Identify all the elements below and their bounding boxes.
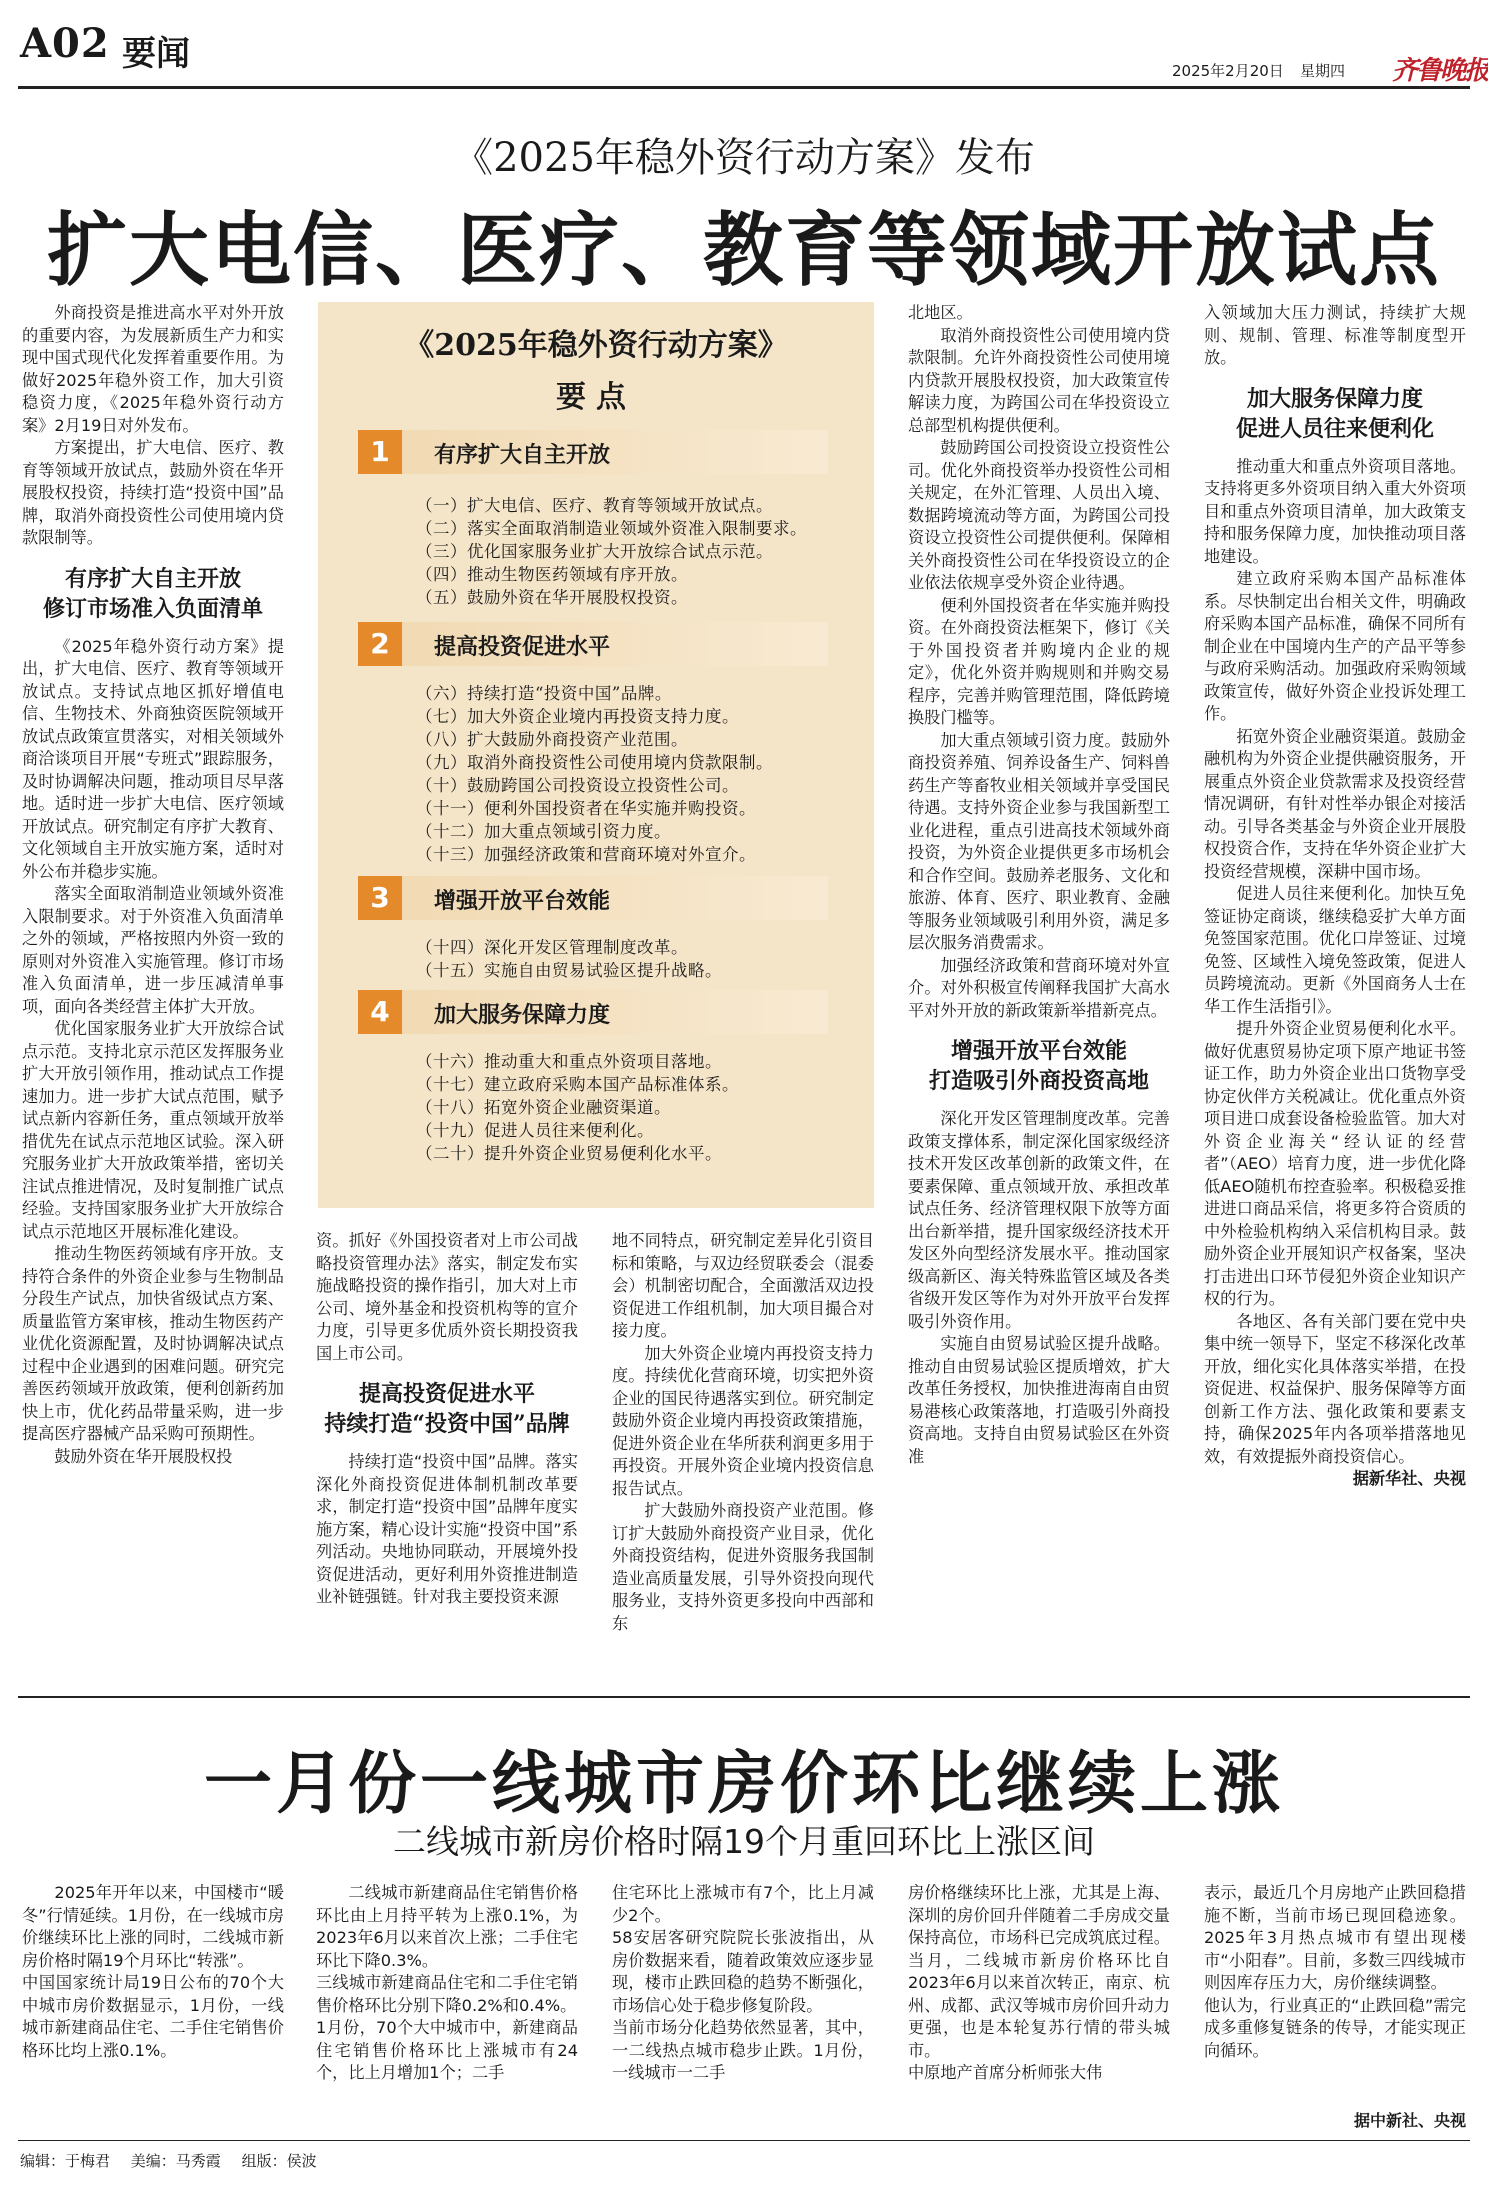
paragraph: 《2025年稳外资行动方案》提出，扩大电信、医疗、教育等领域开放试点。支持试点地区抓好增值电信、生物技术、外商独资医院领域开放试点政策宣贯落实，对相关领域外商洽谈项目开展“专班式”跟踪服务，及时协调解决问题，推动项目尽早落地。适时进一步扩大电信、医疗领域开放试点。研究制定有序扩大教育、文化领域自主开放实施方案，适时对外公布并稳步实施。	[22, 636, 284, 881]
key-point-item: （十四）深化开发区管理制度改革。	[416, 938, 688, 957]
section-label: 有序扩大自主开放	[434, 442, 611, 468]
key-point-item: （九）取消外商投资性公司使用境内贷款限制。	[416, 753, 773, 772]
key-point-item: （五）鼓励外资在华开展股权投资。	[416, 588, 688, 607]
paragraph: 建立政府采购本国产品标准体系。尽快制定出台相关文件，明确政府采购本国产品标准，确保不同所有制企业在中国境内生产的产品平等参与政府采购活动。加强政府采购领域政策宣传，做好外资企业投诉处理工作。	[1204, 569, 1466, 723]
paragraph: 方案提出，扩大电信、医疗、教育等领域开放试点，鼓励外资在华开展股权投资，持续打造“投资中国”品牌，取消外商投资性公司使用境内贷款限制等。	[22, 438, 284, 547]
key-points-section-4	[358, 990, 828, 1034]
key-points-subtitle: 要点	[556, 380, 636, 415]
paragraph: 促进人员往来便利化。加快互免签证协定商谈，继续稳妥扩大单方面免签国家范围。优化口岸签证、过境免签、区域性入境免签政策，促进人员跨境流动。更新《外国商务人士在华工作生活指引》。	[1204, 884, 1466, 1016]
section-name: 要闻	[122, 34, 190, 74]
paragraph: 推动生物医药领域有序开放。支持符合条件的外资企业参与生物制品分段生产试点，加快省级试点方案、质量监管方案审核，推动生物医药产业优化资源配置，及时协调解决试点过程中企业遇到的困难问题。研究完善医药领域开放政策，便利创新药加快上市，优化药品带量采购，进一步提高医疗器械产品采购可预期性。	[22, 1244, 284, 1443]
article2-column-3: 住宅环比上涨城市有7个，比上月减少2个。 58安居客研究院院长张波指出，从房价数据来看，随着政策效应逐步显现，楼市止跌回稳的趋势不断强化，市场信心处于稳步修复阶段。 当前市场分化趋势依然显著，其中，一二线热点城市稳步止跌。1月份，一线城市一二手	[612, 1883, 874, 2082]
source-credit: 据新华社、央视	[1352, 1469, 1466, 1488]
paragraph: 实施自由贸易试验区提升战略。推动自由贸易试验区提质增效，扩大改革任务授权，加快推进海南自由贸易港核心政策落地，打造吸引外商投资高地。支持自由贸易试验区在外资准	[908, 1334, 1170, 1466]
footer-rule	[18, 2140, 1470, 2141]
article1-column-6	[1204, 302, 1466, 1682]
key-point-item: （三）优化国家服务业扩大开放综合试点示范。	[416, 542, 773, 561]
key-point-item: （十六）推动重大和重点外资项目落地。	[416, 1052, 722, 1071]
paragraph: 落实全面取消制造业领域外资准入限制要求。对于外资准入负面清单之外的领域，严格按照内外资一致的原则对外资准入实施管理。修订市场准入负面清单，进一步压减清单事项，面向各类经营主体扩大开放。	[22, 884, 284, 1016]
section-number-badge: 3	[358, 876, 402, 920]
section-label: 加大服务保障力度	[434, 1002, 611, 1028]
paragraph: 便利外国投资者在华实施并购投资。在外商投资法框架下，修订《关于外国投资者并购境内企业的规定》，优化外资并购规则和并购交易程序，完善并购管理范围，降低跨境换股门槛等。	[908, 595, 1170, 727]
subheading: 有序扩大自主开放 修订市场准入负面清单	[42, 565, 263, 622]
key-points-section-2	[358, 622, 828, 666]
key-point-item: （四）推动生物医药领域有序开放。	[416, 565, 688, 584]
article1-column-5	[908, 302, 1170, 1682]
section-label: 增强开放平台效能	[434, 888, 611, 914]
paragraph: 北地区。	[908, 303, 973, 322]
paragraph: 取消外商投资性公司使用境内贷款限制。允许外商投资性公司使用境内贷款开展股权投资，加大政策宣传解读力度，为跨国公司在华投资设立总部型机构提供便利。	[908, 325, 1170, 435]
footer-credits	[20, 2150, 333, 2171]
subheading: 加大服务保障力度 促进人员往来便利化	[1235, 385, 1434, 442]
masthead-rule	[18, 86, 1470, 89]
article2-column-1: 2025年开年以来，中国楼市“暖冬”行情延续。1月份，在一线城市房价继续环比上涨的同时，二线城市新房价格时隔19个月环比“转涨”。 中国国家统计局19日公布的70个大中城市房价数据显示，1月份，一线城市新建商品住宅、二手住宅销售价格环比均上涨0.1%。	[22, 1883, 284, 2060]
key-point-item: （十一）便利外国投资者在华实施并购投资。	[416, 799, 756, 818]
section-number-badge: 4	[358, 990, 402, 1034]
article1-kicker: 《2025年稳外资行动方案》发布	[453, 135, 1035, 181]
paragraph: 各地区、各有关部门要在党中央集中统一领导下，坚定不移深化改革开放，细化实化具体落实举措，在投资促进、权益保护、服务保障等方面创新工作方法、强化政策和要素支持，确保2025年内各项举措落地见效，有效提振外商投资信心。	[1204, 1311, 1466, 1466]
paragraph: 鼓励外资在华开展股权投	[54, 1446, 233, 1466]
paragraph: 优化国家服务业扩大开放综合试点示范。支持北京示范区发挥服务业扩大开放引领作用，推动试点工作提速加力。进一步扩大试点范围，赋予试点新内容新任务，重点领域开放举措优先在试点示范地区试验。深入研究服务业扩大开放政策举措，密切关注试点推进情况，及时复制推广试点经验。支持国家服务业扩大开放综合试点示范地区开展标准化建设。	[22, 1019, 284, 1241]
paragraph: 加强经济政策和营商环境对外宣介。对外积极宣传阐释我国扩大高水平对外开放的新政策新举措新亮点。	[908, 955, 1170, 1020]
paragraph: 提升外资企业贸易便利化水平。做好优惠贸易协定项下原产地证书签证工作，助力外资企业出口货物享受协定伙伴方关税减让。优化重点外资项目进口成套设备检验监管。加大对外资企业海关“经认证的经营者”（AEO）培育力度，进一步优化降低AEO随机布控查验率。积极稳妥推进进口商品采信，将更多符合资质的中外检验机构纳入采信机构目录。鼓励外资企业开展知识产权备案，坚决打击进出口环节侵犯外资企业知识产权的行为。	[1204, 1019, 1466, 1308]
article2-headline: 一月份一线城市房价环比继续上涨	[203, 1744, 1284, 1824]
section-number-badge: 2	[358, 622, 402, 666]
source-credit: 据中新社、央视	[1353, 2111, 1466, 2130]
key-point-item: （十）鼓励跨国公司投资设立投资性公司。	[416, 776, 739, 795]
section-number-badge: 1	[358, 430, 402, 474]
key-point-item: （七）加大外资企业境内再投资支持力度。	[416, 707, 739, 726]
issue-weekday: 星期四	[1300, 62, 1346, 80]
key-point-item: （十三）加强经济政策和营商环境对外宣介。	[416, 845, 756, 864]
page-number: A02	[20, 20, 110, 67]
designer-credit: 美编：马秀霞	[130, 2152, 221, 2170]
paragraph: 外商投资是推进高水平对外开放的重要内容，为发展新质生产力和实现中国式现代化发挥着重要作用。为做好2025年稳外资工作，加大引资稳资力度，《2025年稳外资行动方案》2月19日对外发布。	[22, 303, 284, 435]
article1-column-4	[612, 1230, 874, 1670]
paragraph: 深化开发区管理制度改革。完善政策支撑体系，制定深化国家级经济技术开发区改革创新的政策文件，在要素保障、重点领域开放、承担改革试点任务、经济管理权限下放等方面出台新举措，提升国家级经济技术开发区外向型经济发展水平。推动国家级高新区、海关特殊监管区域及各类省级开发区等作为对外开放平台发挥吸引外资作用。	[908, 1109, 1170, 1331]
key-point-item: （十九）促进人员往来便利化。	[416, 1121, 654, 1140]
paragraph: 持续打造“投资中国”品牌。落实深化外商投资促进体制机制改革要求，制定打造“投资中国”品牌年度实施方案，精心设计实施“投资中国”系列活动。央地协同联动，开展境外投资促进活动，更好利用外资推进制造业补链强链。针对我主要投资来源	[316, 1452, 578, 1606]
key-points-title: 《2025年稳外资行动方案》	[404, 328, 788, 363]
article-divider	[18, 1696, 1470, 1698]
article1-column-1	[22, 302, 284, 1682]
key-point-item: （六）持续打造“投资中国”品牌。	[416, 684, 672, 703]
key-point-item: （二十）提升外资企业贸易便利化水平。	[416, 1144, 722, 1163]
key-point-item: （十七）建立政府采购本国产品标准体系。	[416, 1075, 739, 1094]
key-point-item: （十二）加大重点领域引资力度。	[416, 822, 671, 841]
key-points-section-1	[358, 430, 828, 474]
key-point-item: （十八）拓宽外资企业融资渠道。	[416, 1098, 671, 1117]
article2-column-2: 二线城市新建商品住宅销售价格环比由上月持平转为上涨0.1%，为2023年6月以来首次上涨；二手住宅环比下降0.3%。 三线城市新建商品住宅和二手住宅销售价格环比分别下降0.2%和0.4%。 1月份，70个大中城市中，新建商品住宅销售价格环比上涨城市有24个，比上月增加1个；二手	[316, 1883, 578, 2082]
key-points-section-3	[358, 876, 828, 920]
paragraph: 入领域加大压力测试，持续扩大规则、规制、管理、标准等制度型开放。	[1204, 303, 1466, 367]
paragraph: 推动重大和重点外资项目落地。支持将更多外资项目纳入重大外资项目和重点外资项目清单，加大政策支持和服务保障力度，加快推动项目落地建设。	[1204, 456, 1466, 566]
article2-column-4: 房价格继续环比上涨，尤其是上海、深圳的房价回升伴随着二手房成交量保持高位，市场科已完成筑底过程。当月，二线城市新房价格环比自2023年6月以来首次转正，南京、杭州、成都、武汉等城市房价回升动力更强，也是本轮复苏行情的带头城市。 中原地产首席分析师张大伟	[908, 1883, 1170, 2082]
layout-credit: 组版：侯波	[241, 2152, 317, 2170]
paragraph: 拓宽外资企业融资渠道。鼓励金融机构为外资企业提供融资服务，开展重点外资企业贷款需求及投资经营情况调研，有针对性举办银企对接活动。引导各类基金与外资企业开展股权投资合作，支持在华外资企业扩大投资经营规模，深耕中国市场。	[1204, 726, 1466, 881]
subheading: 提高投资促进水平 持续打造“投资中国”品牌	[324, 1381, 570, 1437]
article1-headline: 扩大电信、医疗、教育等领域开放试点	[47, 203, 1441, 297]
article1-column-3	[316, 1230, 578, 1670]
section-label: 提高投资促进水平	[434, 634, 611, 660]
editor-credit: 编辑：于梅君	[20, 2152, 111, 2170]
issue-date: 2025年2月20日	[1172, 62, 1284, 80]
paragraph: 资。抓好《外国投资者对上市公司战略投资管理办法》落实，制定发布实施战略投资的操作指引，加大对上市公司、境外基金和投资机构等的宣介力度，引导更多优质外资长期投资我国上市公司。	[316, 1231, 578, 1363]
key-point-item: （二）落实全面取消制造业领域外资准入限制要求。	[416, 519, 807, 538]
paragraph: 扩大鼓励外商投资产业范围。修订扩大鼓励外商投资产业目录，优化外商投资结构，促进外资服务我国制造业高质量发展，引导外资投向现代服务业，支持外资更多投向中西部和东	[612, 1501, 874, 1633]
key-point-item: （十五）实施自由贸易试验区提升战略。	[416, 961, 722, 980]
key-point-item: （一）扩大电信、医疗、教育等领域开放试点。	[416, 496, 773, 515]
paragraph: 加大外资企业境内再投资支持力度。持续优化营商环境，切实把外资企业的国民待遇落实到位。研究制定鼓励外资企业境内再投资政策措施，促进外资企业在华所获利润更多用于再投资。开展外资企业境内投资信息报告试点。	[612, 1343, 874, 1498]
paragraph: 地不同特点，研究制定差异化引资目标和策略，与双边经贸联委会（混委会）机制密切配合，全面激活双边投资促进工作组机制，加大项目撮合对接力度。	[612, 1231, 874, 1340]
article2-subhead: 二线城市新房价格时隔19个月重回环比上涨区间	[393, 1822, 1095, 1861]
paragraph: 加大重点领域引资力度。鼓励外商投资养殖、饲养设备生产、饲料兽药生产等畜牧业相关领域并享受国民待遇。支持外资企业参与我国新型工业化进程，重点引进高技术领域外商投资，为外资企业提供更多市场机会和合作空间。鼓励养老服务、文化和旅游、体育、医疗、职业教育、金融等服务业领域吸引利用外资，满足多层次服务消费需求。	[908, 730, 1170, 952]
paper-logo: 齐鲁晚报	[1392, 56, 1488, 86]
key-point-item: （八）扩大鼓励外商投资产业范围。	[416, 730, 688, 749]
paragraph: 鼓励跨国公司投资设立投资性公司。优化外商投资举办投资性公司相关规定，在外汇管理、人员出入境、数据跨境流动等方面，为跨国公司投资设立投资性公司提供便利。保障相关外商投资性公司在华投资设立的企业依法依规享受外资企业待遇。	[908, 438, 1170, 592]
subheading: 增强开放平台效能 打造吸引外商投资高地	[928, 1038, 1149, 1094]
article2-column-5: 表示，最近几个月房地产止跌回稳措施不断，当前市场已现回稳迹象。2025年3月热点城市有望出现楼市“小阳春”。目前，多数三四线城市则因库存压力大，房价继续调整。 他认为，行业真正的“止跌回稳”需完成多重修复链条的传导，才能实现正向循环。	[1204, 1883, 1466, 2060]
